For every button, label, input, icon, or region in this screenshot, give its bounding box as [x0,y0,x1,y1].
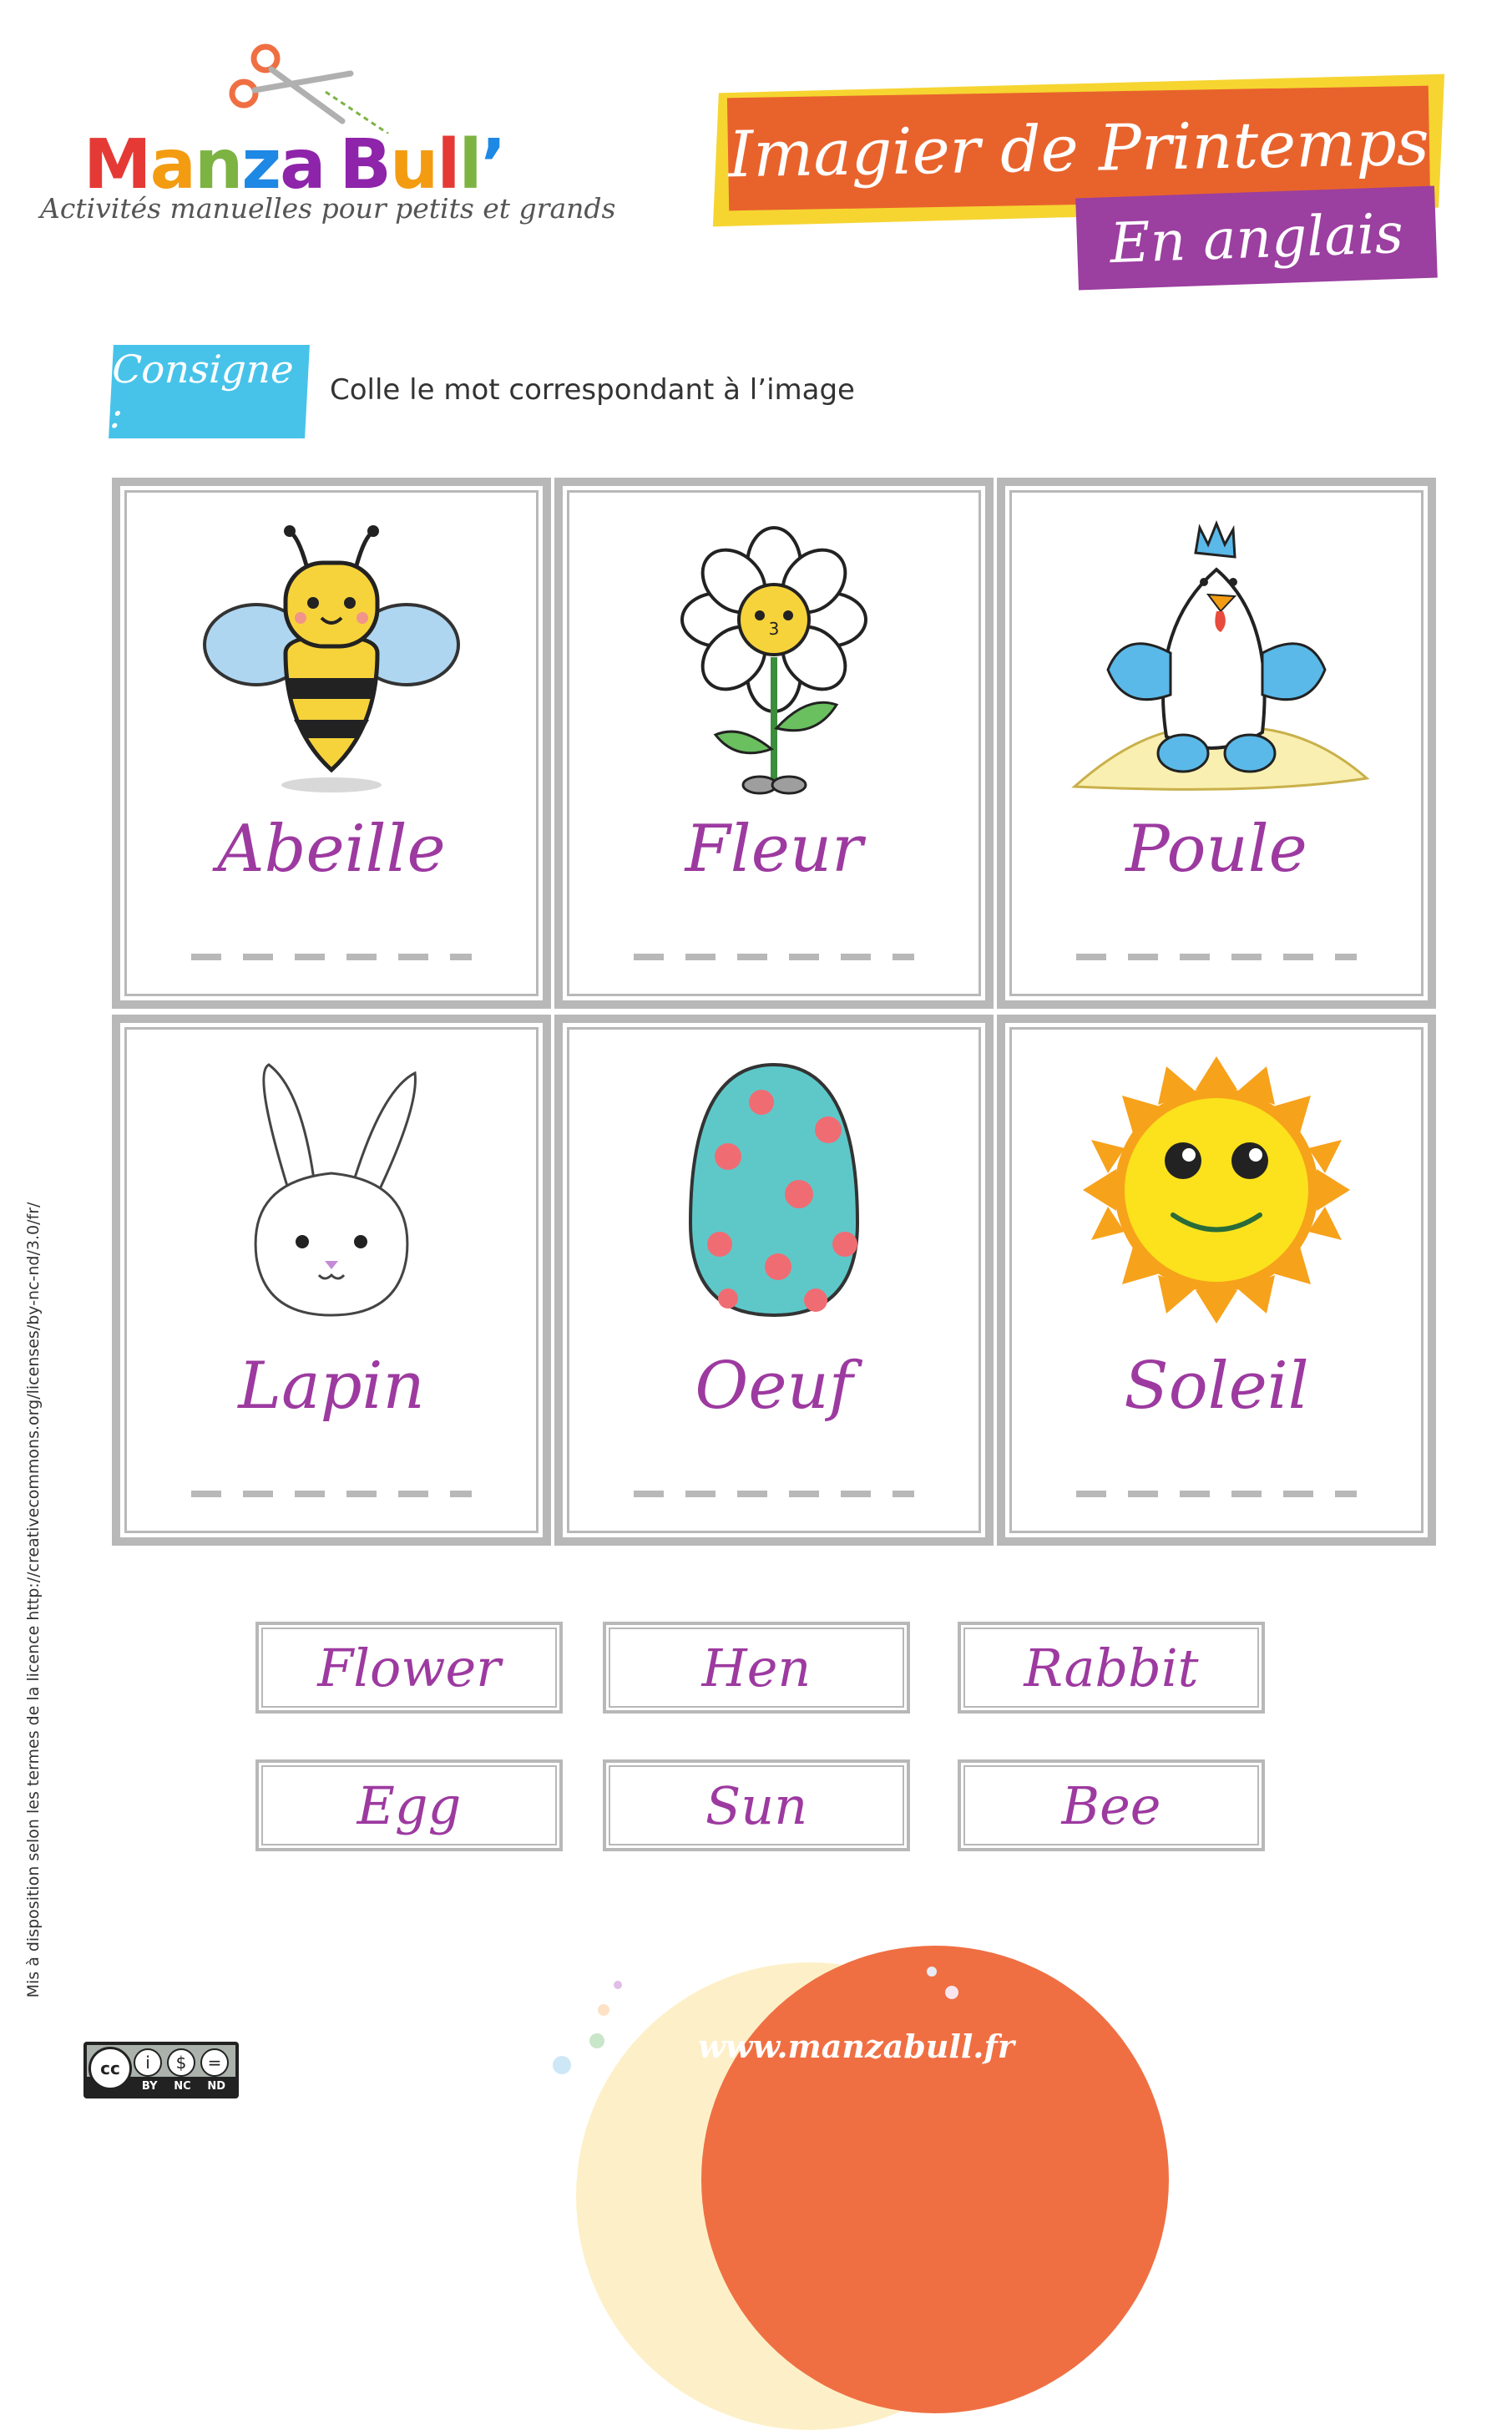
logo-letter: z [241,125,281,205]
answer-line [634,954,914,960]
scissors-icon [225,42,392,134]
answer-line [634,1491,914,1497]
card-word: Soleil [1124,1349,1309,1424]
logo-letter: ’ [480,125,505,205]
word-tag-egg[interactable]: Egg [255,1759,563,1851]
logo-letter: B [339,125,390,205]
word-tag-hen[interactable]: Hen [603,1622,910,1714]
card-word: Oeuf [695,1349,853,1424]
footer-url[interactable]: www.manzabull.fr [698,2028,1014,2065]
logo-tagline: Activités manuelles pour petits et grands [40,192,616,225]
card-word: Fleur [685,812,863,887]
logo-letter: n [194,125,242,205]
word-tag-bee[interactable]: Bee [958,1759,1265,1851]
card-word: Lapin [238,1349,425,1424]
answer-line [191,1491,472,1497]
instruction-label: Consigne : [109,345,310,438]
logo-letter: M [83,125,150,205]
decor-dot [945,1986,958,1999]
word-tag-sun[interactable]: Sun [603,1759,910,1851]
footer-orange-circle [701,1946,1169,2413]
license-text: Mis à disposition selon les termes de la licence http://creativecommons.org/licenses/by-nc-nd/3.0/fr/ [24,1202,43,1998]
logo [40,42,616,242]
by-icon: i [134,2048,162,2077]
page-subtitle: En anglais [1109,200,1404,276]
svg-text:3: 3 [768,619,780,639]
hen-icon [1049,519,1383,803]
picture-card-egg [554,1015,994,1546]
answer-line [1076,1491,1357,1497]
decor-dot [614,1981,622,1989]
flower-icon [607,519,941,803]
cc-by-nc-nd-icon: cc i $ = BY NC ND [83,2042,239,2098]
picture-card-hen [997,478,1436,1009]
word-tag-rabbit[interactable]: Rabbit [958,1622,1265,1714]
rabbit-icon [164,1056,498,1340]
bee-icon [164,519,498,803]
picture-card-rabbit [112,1015,551,1546]
logo-letter: a [149,125,195,205]
picture-card-flower [554,478,994,1009]
logo-letter: l [458,125,481,205]
decor-dot [553,2056,571,2074]
card-word: Abeille [217,812,446,887]
page-title: Imagier de Printemps [727,104,1430,192]
cc-badge-label: NC [174,2080,191,2093]
logo-letter: l [437,125,459,205]
nc-icon: $ [167,2048,195,2077]
answer-line [1076,954,1357,960]
decor-dot [598,2004,609,2016]
decor-dot [927,1967,937,1977]
nd-icon: = [200,2048,229,2077]
answer-line [191,954,472,960]
cc-badge-label: ND [207,2080,226,2093]
logo-letter: u [389,125,437,205]
card-word: Poule [1125,812,1307,887]
cc-badge-label: BY [141,2080,158,2093]
word-tag-flower[interactable]: Flower [255,1622,563,1714]
logo-letter: a [280,125,325,205]
egg-icon [607,1056,941,1340]
picture-card-sun [997,1015,1436,1546]
sun-icon [1049,1056,1383,1340]
banner-subtitle-box [1075,186,1438,291]
decor-dot [589,2033,604,2048]
instruction-text: Colle le mot correspondant à l’image [330,373,855,407]
picture-card-bee [112,478,551,1009]
